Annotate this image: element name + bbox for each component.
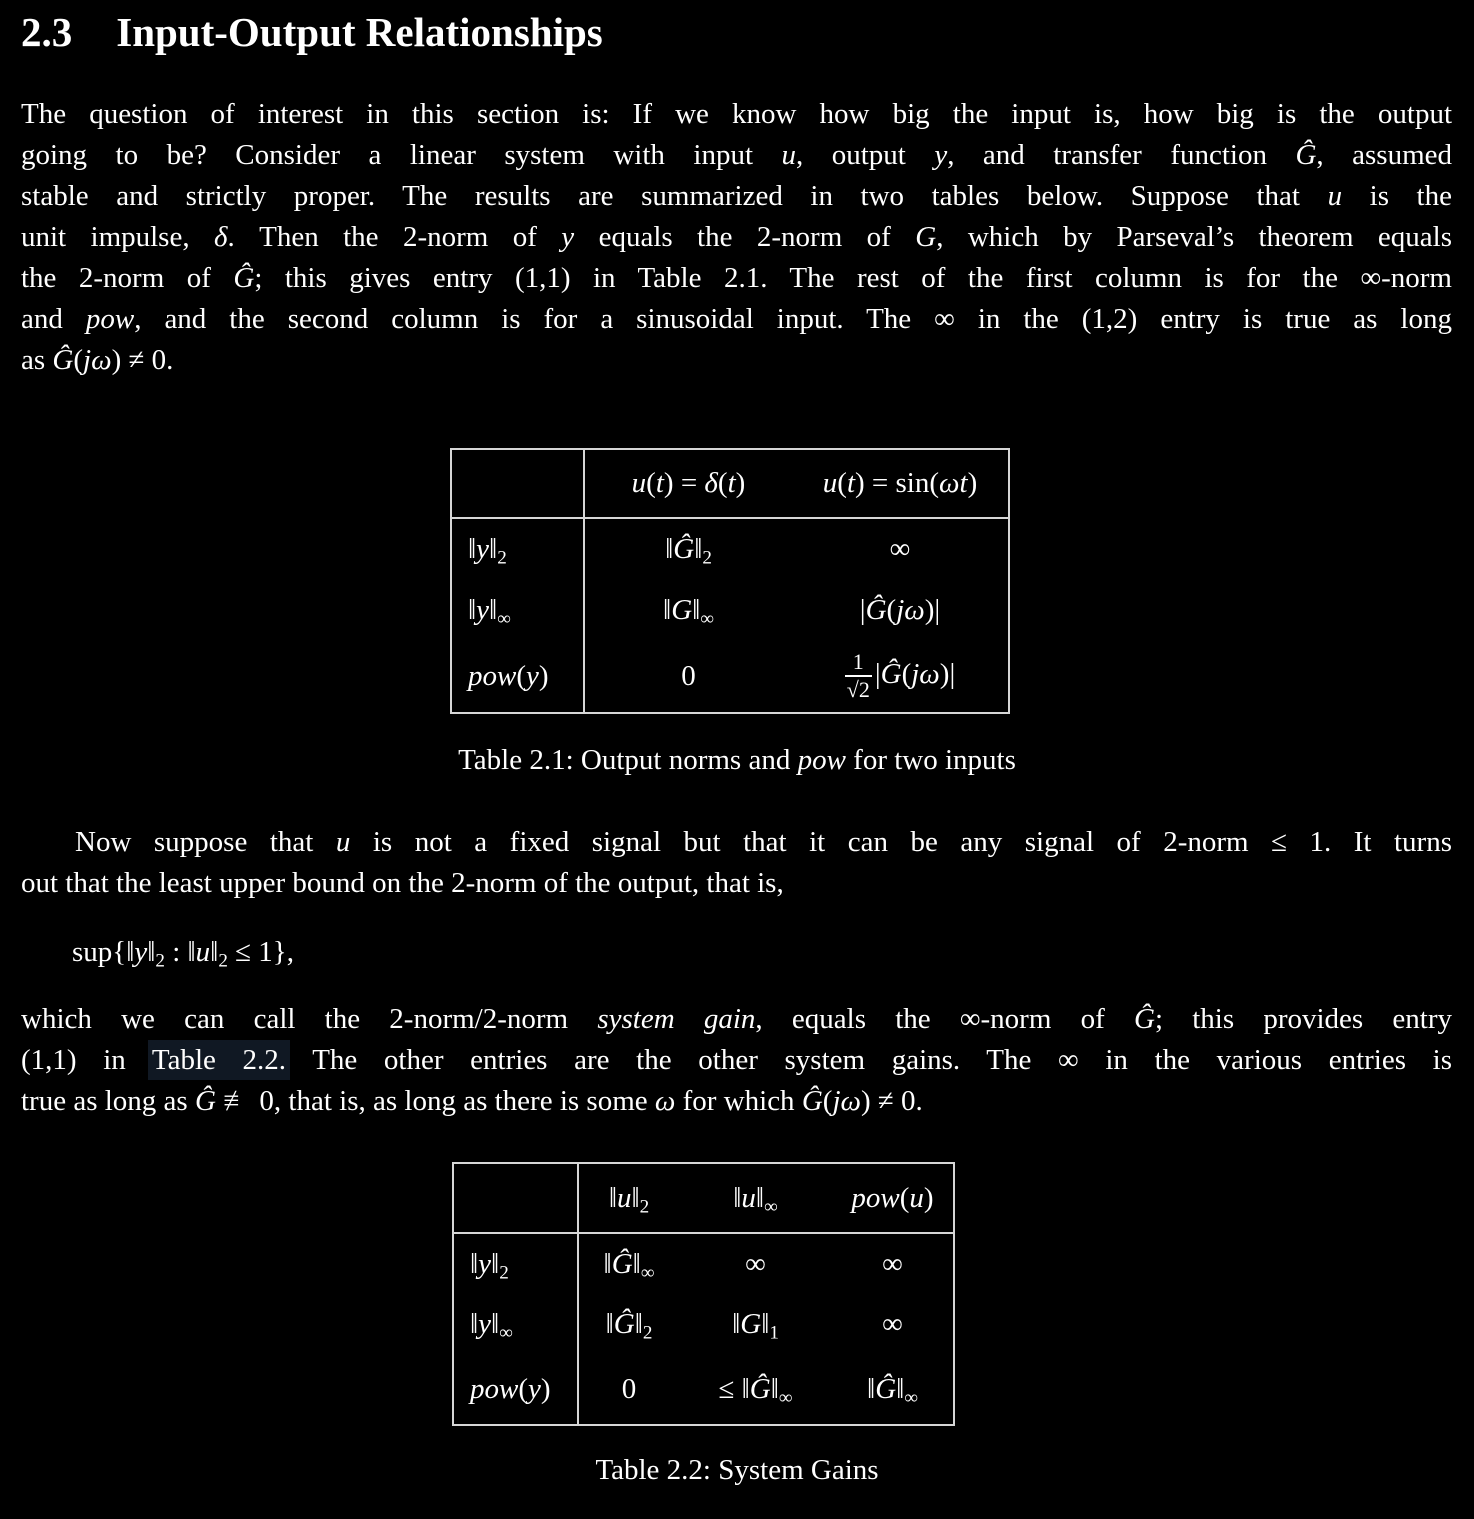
paragraph-gains bbox=[21, 999, 1452, 1122]
table-header-cell: $‖u‖_\infty$ bbox=[679, 1164, 832, 1234]
text-line: going to be? Consider a linear system with input u, output y, and transfer function Ĝ, assumed bbox=[21, 139, 1453, 171]
table-cell: ∞ bbox=[745, 1247, 766, 1280]
table-cell: $‖Ĝ‖_\infty$ bbox=[603, 1247, 655, 1284]
table-2-1-caption: Table 2.1: Output norms and pow for two inputs bbox=[458, 744, 1016, 776]
table-cell bbox=[452, 450, 585, 519]
text-line: the 2-norm of Ĝ; this gives entry (1,1) in Table 2.1. The rest of the first column is for the ∞-norm bbox=[21, 262, 1452, 294]
table-cell: ≤ $‖Ĝ‖_\infty$ bbox=[718, 1372, 793, 1409]
table-row-label: $‖y‖_2$ bbox=[454, 1234, 579, 1294]
table-header-cell: $‖u‖_2$ bbox=[579, 1164, 679, 1234]
text-line: and pow, and the second column is for a sinusoidal input. The ∞ in the (1,2) entry is true as long bbox=[21, 303, 1452, 335]
display-equation: $sup\{‖y‖_2$ : $‖u‖_2 \le 1$}, bbox=[72, 936, 294, 972]
text-line: which we can call the 2-norm/2-norm system gain, equals the ∞-norm of Ĝ; this provides entry bbox=[21, 1003, 1453, 1035]
table-cell: $‖G‖_\infty$ bbox=[663, 593, 714, 630]
table-header-cell: u(t) = sin(ωt) bbox=[792, 450, 1008, 519]
table-2-2 bbox=[452, 1162, 955, 1426]
table-2-2-caption: Table 2.2: System Gains bbox=[595, 1454, 879, 1486]
table-row-label: $‖y‖_2$ bbox=[452, 519, 585, 579]
table-cell: $‖Ĝ‖_\infty$ bbox=[867, 1372, 918, 1409]
text-line: as Ĝ(jω) ≠ 0. bbox=[21, 344, 174, 376]
text-line: true as long as Ĝ ≢ 0, that is, as long as there is some ω for which Ĝ(jω) ≠ 0. bbox=[21, 1085, 923, 1117]
table-header-cell: u(t) = δ(t) bbox=[585, 450, 792, 519]
table-cell: ∞ bbox=[889, 532, 911, 565]
text-line: Now suppose that u is not a fixed signal but that it can be any signal of 2-norm ≤ 1. It turns bbox=[75, 826, 1452, 858]
table-row-label: pow(y) bbox=[452, 641, 585, 712]
paragraph-middle bbox=[21, 822, 1452, 904]
table-cell: $‖G‖_1$ bbox=[732, 1307, 779, 1344]
table-cell: $‖Ĝ‖_2$ bbox=[605, 1307, 653, 1344]
table-cell: ∞ bbox=[882, 1307, 903, 1340]
table-cell: $‖Ĝ‖_2$ bbox=[665, 532, 712, 569]
table-2-1 bbox=[450, 448, 1010, 714]
table-cell: ∞ bbox=[882, 1247, 903, 1280]
text-line: unit impulse, δ. Then the 2-norm of y equals the 2-norm of G, which by Parseval’s theorem equals bbox=[21, 221, 1453, 253]
table-row-label: $‖y‖_\infty$ bbox=[454, 1294, 579, 1354]
section-heading bbox=[21, 10, 603, 55]
paragraph-intro bbox=[21, 94, 1452, 381]
text-line: out that the least upper bound on the 2-norm of the output, that is, bbox=[21, 867, 784, 899]
text-line: stable and strictly proper. The results are summarized in two tables below. Suppose that u is the bbox=[21, 180, 1452, 212]
text-line: The question of interest in this section is: If we know how big the input is, how big is the output bbox=[21, 98, 1452, 130]
table-row-label: $‖y‖_\infty$ bbox=[452, 579, 585, 641]
table-row-label: pow(y) bbox=[454, 1354, 579, 1424]
table-cell bbox=[454, 1164, 579, 1234]
text-line: (1,1) in Table 2.2. The other entries are the other system gains. The ∞ in the various entries is bbox=[21, 1044, 1452, 1076]
table-cell: |Ĝ(jω)| bbox=[859, 593, 941, 626]
table-cell: 0 bbox=[681, 660, 696, 692]
section-title: Input-Output Relationships bbox=[116, 9, 603, 55]
table-cell: 0 bbox=[621, 1372, 637, 1405]
section-number: 2.3 bbox=[21, 9, 73, 55]
table-header-cell: pow(u) bbox=[832, 1164, 953, 1234]
table-cell: $\frac{1}{√2}$ |Ĝ(jω)| bbox=[846, 649, 956, 702]
